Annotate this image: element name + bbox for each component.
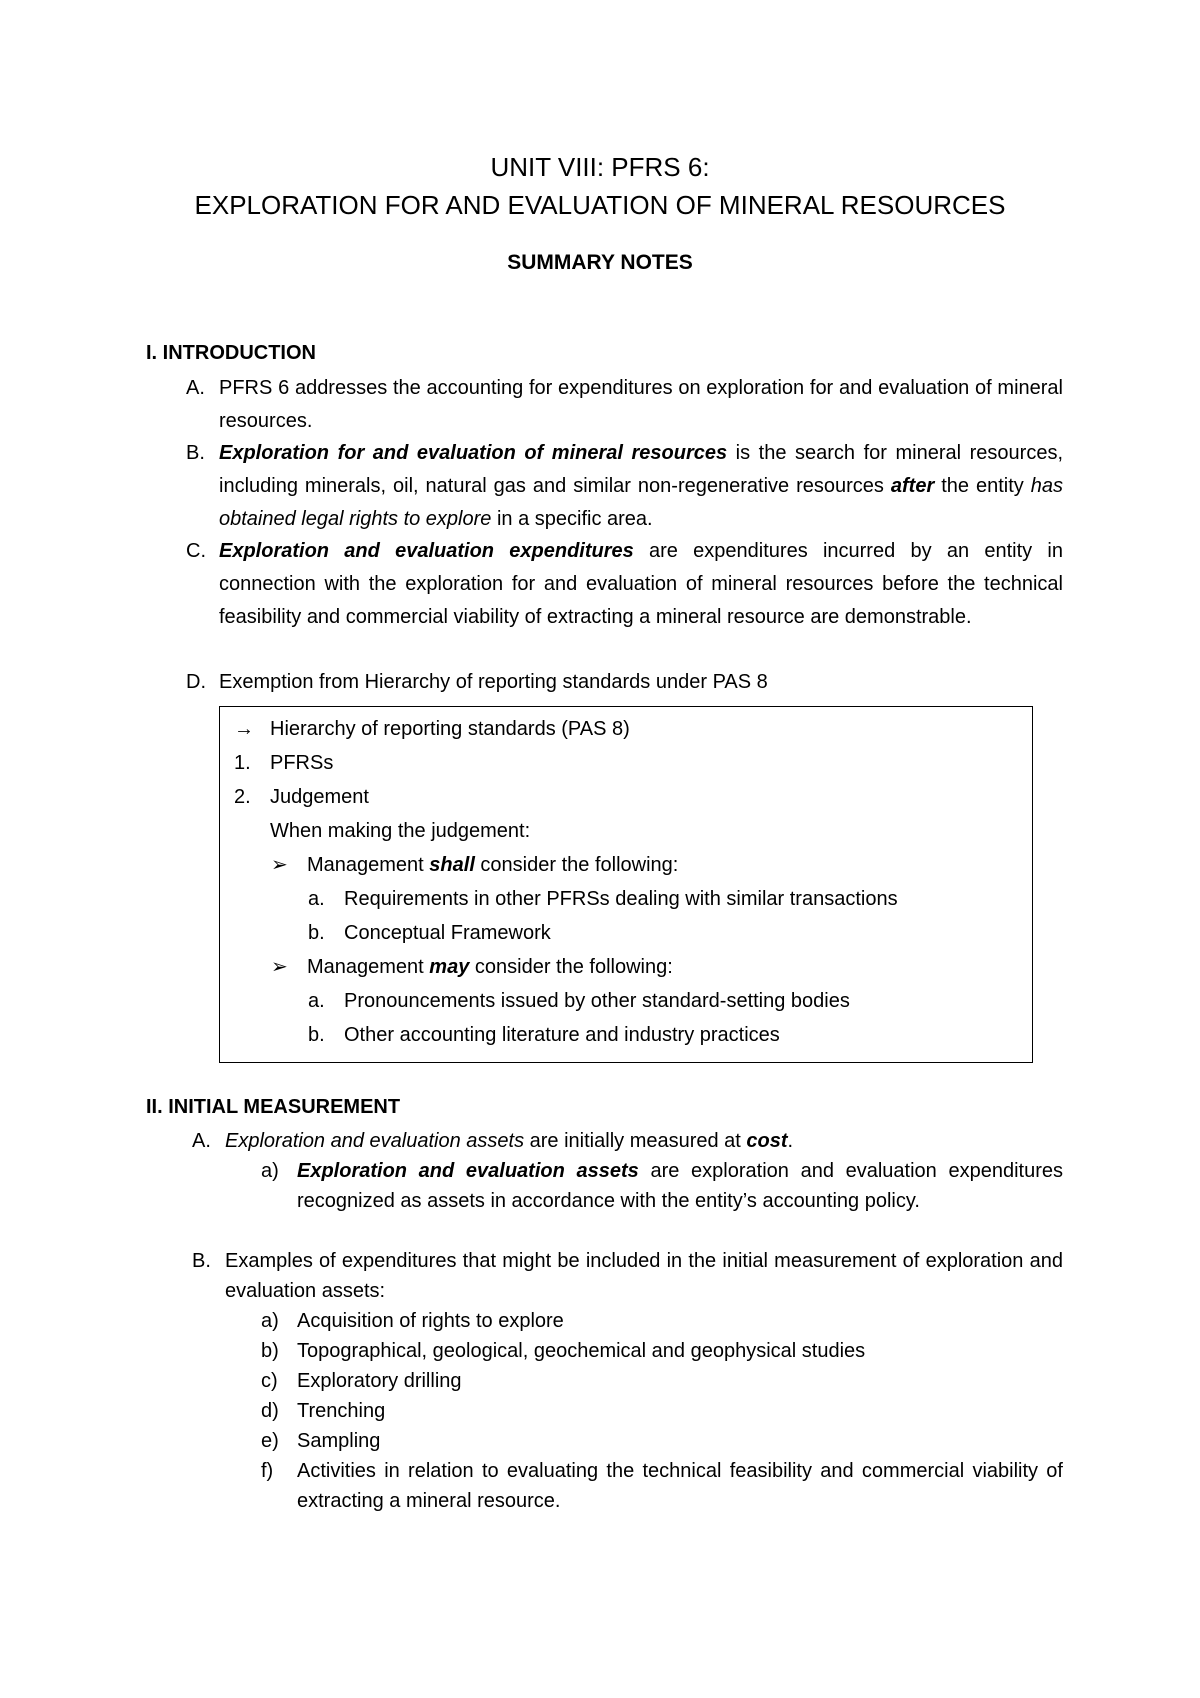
intro-item-c xyxy=(186,535,1063,634)
intro-item-a-label: A. xyxy=(186,377,205,399)
example-item-label: f) xyxy=(261,1460,274,1482)
measure-item-a-sub xyxy=(261,1156,1063,1216)
intro-item-b-legal: has obtained legal rights to explore xyxy=(219,475,1063,530)
bullet-arrow-icon: ➢ xyxy=(271,956,288,978)
intro-item-d-label: D. xyxy=(186,671,206,693)
measure-item-a-sub-text: are exploration and evaluation expenditures recognized as assets in accordance with the entity’s accounting policy. xyxy=(297,1160,1063,1212)
example-item-text: Trenching xyxy=(297,1400,386,1422)
box-may-line xyxy=(271,954,673,980)
example-item-label: d) xyxy=(261,1400,279,1422)
measure-item-b-label: B. xyxy=(192,1250,211,1272)
box-shall-word: shall xyxy=(429,854,475,876)
box-shall-a-text: Requirements in other PFRSs dealing with similar transactions xyxy=(344,888,898,910)
example-item-text: Activities in relation to evaluating the technical feasibility and commercial viability of extracting a mineral resource. xyxy=(297,1460,1063,1512)
measure-item-a-sub-label: a) xyxy=(261,1160,279,1182)
measure-item-b-text: Examples of expenditures that might be included in the initial measurement of exploration and evaluation assets: xyxy=(225,1250,1063,1302)
example-item-text: Exploratory drilling xyxy=(297,1370,462,1392)
example-item xyxy=(261,1426,1063,1456)
box-may-word: may xyxy=(429,956,470,978)
example-item-text: Topographical, geological, geochemical and geophysical studies xyxy=(297,1340,866,1362)
arrow-icon: → xyxy=(234,718,254,740)
box-shall-pre: Management xyxy=(307,854,430,876)
page-subtitle: SUMMARY NOTES xyxy=(507,251,693,274)
box-may-post: consider the following: xyxy=(469,956,673,978)
example-item xyxy=(261,1336,1063,1366)
example-item-label: c) xyxy=(261,1370,278,1392)
bullet-arrow-icon: ➢ xyxy=(271,854,288,876)
intro-item-b xyxy=(186,437,1063,536)
box-item-2-label: 2. xyxy=(234,786,251,808)
example-item-text: Sampling xyxy=(297,1430,381,1452)
intro-item-b-term: Exploration for and evaluation of mineral resources xyxy=(219,442,728,464)
box-shall-b-text: Conceptual Framework xyxy=(344,922,551,944)
example-item xyxy=(261,1396,1063,1426)
intro-item-c-label: C. xyxy=(186,540,206,562)
intro-item-b-label: B. xyxy=(186,442,205,464)
measure-item-a xyxy=(192,1126,1063,1156)
box-may-b-label: b. xyxy=(308,1024,325,1046)
example-item-text: Acquisition of rights to explore xyxy=(297,1310,564,1332)
intro-item-c-text: are expenditures incurred by an entity in connection with the exploration for and evaluation of mineral resources before the technical feasibility and commercial viability of extracting a mineral resource are demonstrable. xyxy=(219,540,1063,628)
box-title: Hierarchy of reporting standards (PAS 8) xyxy=(270,718,630,740)
intro-item-c-term: Exploration and evaluation expenditures xyxy=(219,540,634,562)
measure-item-a-cost: cost xyxy=(746,1130,788,1152)
example-item xyxy=(261,1456,1063,1516)
intro-item-d-text: Exemption from Hierarchy of reporting standards under PAS 8 xyxy=(219,671,768,693)
box-item-2-text: Judgement xyxy=(270,786,369,808)
intro-item-a-text: PFRS 6 addresses the accounting for expenditures on exploration for and evaluation of mineral resources. xyxy=(219,377,1063,432)
measure-item-a-text: are initially measured at xyxy=(524,1130,747,1152)
box-shall-a xyxy=(308,886,898,912)
box-shall-b-label: b. xyxy=(308,922,325,944)
intro-item-b-text1: is the search for mineral resources, including minerals, oil, natural gas and similar non-regenerative resources xyxy=(219,442,1063,497)
box-when-line: When making the judgement: xyxy=(270,820,531,842)
measure-item-a-italic: Exploration and evaluation assets xyxy=(225,1130,525,1152)
section-heading-initial-measurement: II. INITIAL MEASUREMENT xyxy=(146,1096,401,1118)
box-may-a xyxy=(308,988,850,1014)
box-shall-post: consider the following: xyxy=(474,854,679,876)
box-shall-line xyxy=(271,852,679,878)
box-may-b-text: Other accounting literature and industry practices xyxy=(344,1024,780,1046)
box-may-a-text: Pronouncements issued by other standard-setting bodies xyxy=(344,990,850,1012)
example-item xyxy=(261,1306,1063,1336)
intro-item-a xyxy=(186,372,1063,438)
measure-item-a-end: . xyxy=(787,1130,794,1152)
box-item-1 xyxy=(234,750,334,776)
measure-item-a-label: A. xyxy=(192,1130,211,1152)
example-item xyxy=(261,1366,1063,1396)
example-item-label: b) xyxy=(261,1340,279,1362)
measure-item-b xyxy=(192,1246,1063,1306)
section-heading-introduction: I. INTRODUCTION xyxy=(146,342,316,364)
intro-item-b-after: after xyxy=(890,475,935,497)
intro-item-b-text3: in a specific area. xyxy=(491,508,653,530)
box-item-1-text: PFRSs xyxy=(270,752,334,774)
box-item-2 xyxy=(234,784,369,810)
page-title-line2: EXPLORATION FOR AND EVALUATION OF MINERAL RESOURCES xyxy=(194,190,1006,220)
box-shall-a-label: a. xyxy=(308,888,325,910)
intro-item-b-text2: the entity xyxy=(934,475,1031,497)
box-title-line xyxy=(234,716,630,742)
measure-item-a-sub-term: Exploration and evaluation assets xyxy=(297,1160,639,1182)
example-item-label: a) xyxy=(261,1310,279,1332)
box-may-a-label: a. xyxy=(308,990,325,1012)
page-title-line1: UNIT VIII: PFRS 6: xyxy=(490,152,710,182)
example-item-label: e) xyxy=(261,1430,279,1452)
box-may-pre: Management xyxy=(307,956,430,978)
box-may-b xyxy=(308,1022,780,1048)
box-shall-b xyxy=(308,920,551,946)
box-item-1-label: 1. xyxy=(234,752,251,774)
intro-item-d xyxy=(186,666,1063,699)
